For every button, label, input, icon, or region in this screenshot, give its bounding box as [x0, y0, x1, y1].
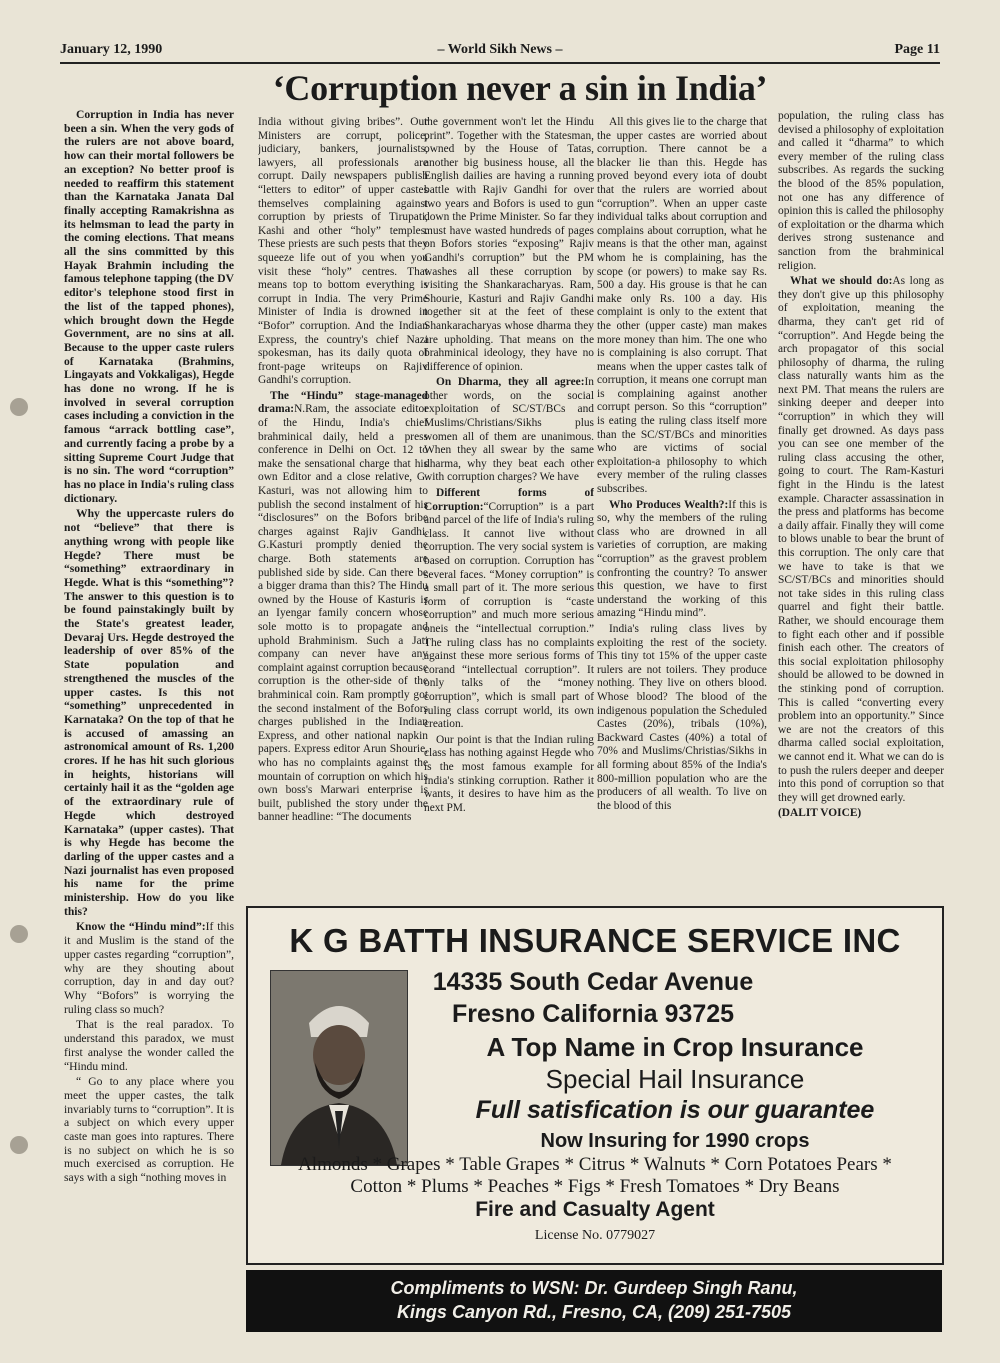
- banner-line-2: Kings Canyon Rd., Fresno, CA, (209) 251-7505: [396, 1302, 792, 1322]
- subhead: What we should do:: [790, 275, 893, 288]
- banner-line-1: Compliments to WSN: Dr. Gurdeep Singh Ranu,: [390, 1278, 798, 1298]
- paragraph-text: “Corruption” is a part and parcel of the life of India's ruling class. It cannot live without corruption. The very social system is based on corruption. Corruption has several faces. “Money corruption” is a small part of it. The more serious form of corruption is “caste corruption” and much more serious oneis the “intellectual corruption.” The ruling class has no complaints against these more serious forms of corand “intellectual corruption”. It only talks of the “money corruption”, which is small part of ruling class corrupt world, its own creation.: [424, 500, 594, 731]
- binder-hole: [10, 925, 28, 943]
- paragraph: All this gives lie to the charge that the upper castes are worried about corruption. There cannot be a blacker lie than this. Hegde has proved beyond every iota of doubt that the rulers are worried about “corruption”. When an upper caste individual talks about corruption and complains about corruption, what he means is that the other man, against whom he is complaining, has the scope (or powers) to make say Rs. 500 a day. His grouse is that he can make only Rs. 100 a day. His complaint is only to the extent that the other (upper caste) man makes more money than him. The one who is complaining is also corrupt. That means when the upper castes talk of corruption, it means one corrupt man is complaining against another corrupt person. So this “corruption” is eating the ruling class itself more than the SC/ST/BCs and minorities who are victims of social exploitation-a philosophy to which every member of the ruling classes subscribes.: [597, 116, 767, 496]
- page-header: [60, 42, 940, 62]
- article-column-3: [424, 116, 594, 916]
- paragraph: [424, 376, 594, 485]
- ad-tagline-hail: Special Hail Insurance: [545, 1064, 805, 1094]
- binder-hole: [10, 1136, 28, 1154]
- ad-license: License No. 0779027: [534, 1228, 656, 1243]
- paragraph: [258, 390, 428, 825]
- ad-title: K G BATTH INSURANCE SERVICE INC: [289, 922, 901, 959]
- paragraph: [64, 920, 234, 1016]
- ad-address-street: 14335 South Cedar Avenue: [432, 968, 754, 996]
- header-rule: [60, 62, 940, 64]
- compliments-banner: [246, 1270, 942, 1332]
- paragraph: population, the ruling class has devised a philosophy of exploitation and called it “dharma” to which every member of the ruling class subscribes. As regards the sucking the blood of the 85% population, not one has any difference of opinion this is called the philosophy of exploitation or the dharma which derives strong sustenance and sanction from the brahminical religion.: [778, 110, 944, 272]
- page-number: Page 11: [894, 42, 940, 57]
- masthead: – World Sikh News –: [437, 42, 563, 57]
- ad-crops-line-1: Almonds * Grapes * Table Grapes * Citrus * Walnuts * Corn Potatoes Pears *: [298, 1154, 892, 1175]
- article-column-5: [778, 110, 944, 900]
- insurance-advertisement: [246, 906, 944, 1265]
- paragraph: the government won't let the Hindu print”. Together with the Statesman, owned by the House of Tatas, another big business house, all the English dailies are having a running battle with Rajiv Gandhi for over two years and Bofors is used to gun down the Prime Minister. So far they must have wasted hundreds of pages on Bofors stories “exposing” Rajiv Gandhi's corruption” but the PM washes all these corruption by visiting the Shankaracharyas. Ram, Shourie, Kasturi and Rajiv Gandhi together sit at the feet of these Shankaracharyas whose dharma they are upholding. That means on the brahminical ideology, they have no difference of opinion.: [424, 116, 594, 373]
- paragraph-text: If this it and Muslim is the stand of the upper castes regarding “corruption”, why are they shouting about corruption, day in and day out? Why “Bofors” is worrying the ruling class so much?: [64, 920, 234, 1016]
- paragraph: India without giving bribes”. Our Ministers are corrupt, police, judiciary, bankers, journalists, lawyers, all professionals are corrupt. Daily newspapers publish “letters to editor” of upper castes themselves complaining against corruption by priests of Tirupati, Kashi and other “holy” temples. These priests are such pests that they squeeze life out of you when you visit these “holy” centres. That means top to bottom everything is corrupt in India. The very Prime Minister of India is drowned in “Bofor” corruption. And the Indian Express, the country's chief Nazi spokesman, has its daily quota of front-page writeups on Rajiv Gandhi's corruption.: [258, 116, 428, 387]
- issue-date: January 12, 1990: [60, 42, 163, 57]
- subhead: Different forms of Corruption:: [424, 487, 594, 513]
- paragraph: India's ruling class lives by exploiting the rest of the society. This tiny tot 15% of the upper caste rulers are not toilers. They produce nothing. They live on others blood. Whose blood? The blood of the indigenous population the Scheduled Castes (20%), tribals (10%), Backward Castes (40%) a total of 70% and Muslims/Christias/Sikhs in all forming about 85% of the India's 800-million population who are the producers of all wealth. To live on the blood of this: [597, 622, 767, 812]
- ad-tagline-crop: A Top Name in Crop Insurance: [486, 1032, 864, 1062]
- paragraph: [597, 499, 767, 621]
- subhead: Who Produces Wealth?:: [609, 498, 729, 511]
- paragraph-text: If this is so, why the members of the ruling class who are drowned in all varieties of corruption, are making “corruption” as the gravest problem confronting the country? To answer this question, we have to first understand the working of this amazing “Hindu mind”.: [597, 498, 767, 620]
- paragraph: [424, 487, 594, 732]
- subhead: On Dharma, they all agree:: [436, 376, 585, 389]
- ad-crops-line-2: Cotton * Plums * Peaches * Figs * Fresh Tomatoes * Dry Beans: [350, 1176, 840, 1197]
- subhead: Know the “Hindu mind”:: [76, 920, 206, 934]
- paragraph: “ Go to any place where you meet the upper castes, the talk invariably turns to “corruption”. It is a subject on which every upper caste man goes into raptures. There is no subject on which he is so much exercised as corruption. He says with a sigh “nothing moves in: [64, 1075, 234, 1185]
- paragraph: [778, 275, 944, 805]
- paragraph: Our point is that the Indian ruling class has nothing against Hegde who is the most famous example for India's stinking corruption. Rather it wants, it desires to have him as the next PM.: [424, 733, 594, 814]
- paragraph-text: N.Ram, the associate editor of the Hindu, India's chief brahminical daily, held a press conference in Delhi on Oct. 12 to make the sensational charge that his own Editor and a close relative, G. Kasturi, was not allowing him to publish the second instalment of his “disclosures” on the Bofors bribe charges against Rajiv Gandhi. G.Kasturi promptly denied the charge. Both statements are published side by side. Can there be a bigger drama than this? The Hindu owned by the House of Kasturis is an Iyengar family concern whose sole motto is to propagate and uphold Brahminism. Such a Jati company can never have any complaint against corruption because corruption is the other-side of the brahminical coin. Ram promptly got the second instalment of the Bofors charges published in the Indian Express, and other national napkin papers. Express editor Arun Shourie, who has no complaints against the mountain of corruption on which his own boss's Marwari enterprise is built, published the story under the banner headline: “The documents: [258, 403, 428, 824]
- paragraph-text: In other words, on the social exploitation of SC/ST/BCs and Muslims/Christians/Sikhs plus women all of them are unanimous. When they all swear by the same dharma, why they beat each other with corruption charges? We have: [424, 376, 594, 484]
- source-credit: (DALIT VOICE): [778, 807, 862, 820]
- paragraph: That is the real paradox. To understand this paradox, we must first analyse the wonder called the “Hindu mind.: [64, 1018, 234, 1073]
- ad-guarantee: Full satisfication is our guarantee: [475, 1096, 875, 1124]
- paragraph-text: As long as they don't give up this philosophy of exploitation, meaning the dharma, they can't get rid of “corruption”. And Hegde being the arch propagator of this social philosophy of dharma, the ruling class naturally wants him as the next PM. That means the rulers are sinking deeper and deeper into “corruption” in which they will finally get drowned. As days pass you can see one member of the ruling class accusing the other, going to court. The Ram-Kasturi fight in the Hindu is the latest example. Character assassination in the press and platforms has become a daily affair. Finally they will come to blows unable to bear the brunt of this corruption. The only care that we have to take is that we SC/ST/BCs and minorities should not take sides in this ruling class quarrel and fight their battle. Rather, we should encourage them to fight each other and if possible finish each other. The creators of this social exploitation philosophy should be allowed to be downed in the stinking pond of corruption. This is called “converting every problem into an opportunity.” Since we are not the creators of this dharma called social exploitation, we cannot end it. What we can do is to push the rulers deeper and deeper into this pond of corruption so that they will get drowned early.: [778, 275, 944, 804]
- agent-portrait-photo: [270, 970, 408, 1166]
- ad-agent: Fire and Casualty Agent: [475, 1198, 715, 1221]
- subhead: The “Hindu” stage-managed drama:: [258, 389, 428, 416]
- ad-address-city: Fresno California 93725: [451, 1000, 735, 1028]
- portrait-illustration: [271, 971, 407, 1165]
- paragraph: Corruption in India has never been a sin. When the very gods of the rulers are not above board, how can their mortal followers be an exception? No better proof is needed to reaffirm this statement than the Karnataka Janata Dal finally accepting Ramakrishna as its helmsman to lead the party in the coming elections. That means all the sins committed by this Hayak Brahmin including the famous telephone tapping (the DV editor's telephone stood first in the list of the tapped phones), which brought down the Hegde Government, are no sins at all. Because to the upper caste rulers of Karnataka (Brahmins, Lingayats and Vokkaligas), Hegde has done no wrong. If he is involved in several corruption cases including a conviction in the famous “arrack bottling case”, and currently facing a probe by a sitting Supreme Court Judge that is no sin. The word “corruption” has no place in India's ruling class dictionary.: [64, 108, 234, 505]
- article-column-4: [597, 116, 767, 916]
- headline: ‘Corruption never a sin in India’: [272, 68, 768, 108]
- article-column-2: [258, 116, 428, 916]
- article-column-1: [64, 108, 234, 1270]
- ad-insuring: Now Insuring for 1990 crops: [540, 1130, 810, 1152]
- paragraph: Why the uppercaste rulers do not “believe” that there is anything wrong with people like Hegde? There must be “something” extraordinary in Hegde. What is this “something”? The answer to this question is to be found painstakingly built by the State's greatest leader, Devaraj Urs. Hegde destroyed the leadership of over 85% of the State population and strengthened the muscles of the upper castes. Is this not “something” unprecedented in Karnataka? On the top of that he is accused of amassing an astronomical amount of Rs. 1,200 crores. If he has hit such glorious in heights, historians will certainly hail it as the “golden age of the extraordinary rule of Hegde which destroyed Karnataka” (upper castes). That is why Hegde has become the darling of the upper castes and a Nazi journalist has even proposed his name for the prime ministership. How do you like this?: [64, 507, 234, 918]
- binder-hole: [10, 398, 28, 416]
